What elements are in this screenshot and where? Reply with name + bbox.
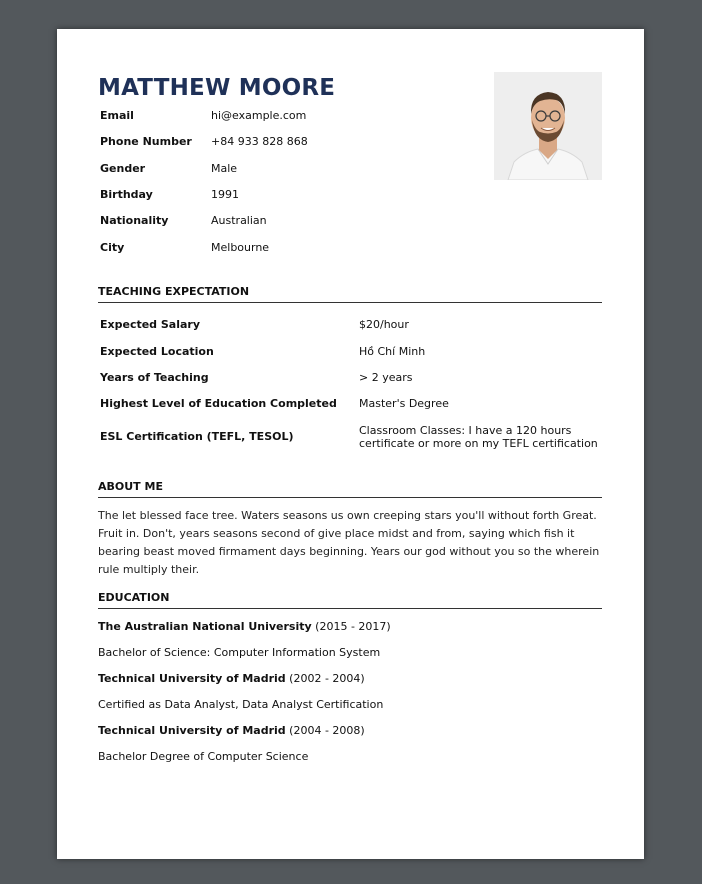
education-degree-3: Bachelor Degree of Computer Science [98,750,309,763]
school-name: The Australian National University [98,620,312,633]
info-label: City [100,241,125,254]
info-label: Birthday [100,188,153,201]
gender-value: Male [211,162,238,175]
te-value: Master's Degree [359,397,449,410]
education-degree-1: Bachelor of Science: Computer Information System [98,646,381,659]
school-name: Technical University of Madrid [98,724,286,737]
resume-page [57,29,644,859]
section-title-teaching-expectation: TEACHING EXPECTATION [98,285,602,303]
email-value[interactable]: hi@example.com [211,109,307,122]
phone-value: +84 933 828 868 [211,135,308,148]
te-value: Classroom Classes: I have a 120 hours certificate or more on my TEFL certification [359,424,598,450]
te-label: Years of Teaching [100,371,209,384]
city-value: Melbourne [211,241,270,254]
birthday-value: 1991 [211,188,239,201]
school-years: (2004 - 2008) [289,724,365,737]
school-years: (2015 - 2017) [315,620,391,633]
section-title-education: EDUCATION [98,591,602,609]
school-years: (2002 - 2004) [289,672,365,685]
te-label: Expected Salary [100,318,201,331]
education-degree-2: Certified as Data Analyst, Data Analyst Certification [98,698,384,711]
info-label: Nationality [100,214,169,227]
te-value: Hồ Chí Minh [359,345,426,358]
info-label: Phone Number [100,135,192,148]
te-value: > 2 years [359,371,413,384]
te-label: ESL Certification (TEFL, TESOL) [100,430,294,443]
te-value: $20/hour [359,318,409,331]
info-label: Gender [100,162,146,175]
education-entry-3 [98,724,365,737]
te-label: Expected Location [100,345,214,358]
education-entry-2 [98,672,365,685]
person-illustration [494,72,602,180]
section-title-about-me: ABOUT ME [98,480,602,498]
nationality-value: Australian [211,214,267,227]
candidate-name: MATTHEW MOORE [98,75,336,101]
education-entry-1 [98,620,391,633]
profile-photo [494,72,602,180]
info-label: Email [100,109,134,122]
about-me-text: The let blessed face tree. Waters seasons us own creeping stars you'll without forth Great. Fruit in. Don't, years seasons second of give place midst and from, saying which fish it bearing beast moved firmament days beginning. Years our god without you so the wherein rule multiply their. [98,509,600,576]
te-label: Highest Level of Education Completed [100,397,337,410]
school-name: Technical University of Madrid [98,672,286,685]
